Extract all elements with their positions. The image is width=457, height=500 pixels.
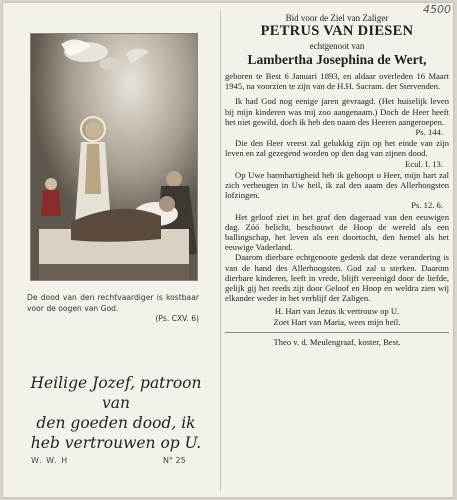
spouse-label: echtgenoot van bbox=[309, 41, 365, 51]
spouse-name: Lambertha Josephina de Wert, bbox=[247, 52, 427, 67]
scripture-reference: Ps. 144. bbox=[415, 127, 443, 138]
caption-text: De dood van den rechtvaardiger is kostbaar voor de oogen van God. bbox=[27, 293, 199, 313]
fold-divider bbox=[220, 11, 221, 491]
devotional-image bbox=[30, 33, 198, 281]
deceased-name: PETRUS VAN DIESEN bbox=[260, 23, 414, 39]
intro-line: Bid voor de Ziel van Zaliger bbox=[285, 13, 389, 23]
card-number: N° 25 bbox=[163, 456, 186, 465]
prayer-line: den goeden dood, ik bbox=[36, 414, 196, 432]
caption-reference: (Ps. CXV. 6) bbox=[155, 314, 199, 323]
faith-paragraph: Het geloof ziet in het graf den dageraad van den eeuwigen dag. Zóó belicht, beschouwt de Hoop de wereld als een ballingschap, het leven als een doortocht, den hemel als het eeuwige Vaderland. bbox=[225, 211, 449, 253]
left-panel bbox=[3, 3, 218, 497]
handwritten-number: 4500 bbox=[423, 3, 451, 16]
farewell-paragraph: Daarom dierbare echtgenoote gedenk dat deze verandering is van de hand des Allerhoogsten. God zal u sterken. Daarom dierbare kinderen, leeft in vrede, blijft vereenigd door de liefde, gelijk gij het reeds zijt door Geloof en Hoop en weldra zien wij elkander weder in het verblijf der Zaligen. bbox=[225, 252, 449, 304]
scripture-reference: Ecul. I. 13. bbox=[405, 158, 443, 169]
prayer-line: Heilige Jozef, patroon van bbox=[30, 374, 202, 412]
prayer-line: heb vertrouwen op U. bbox=[30, 434, 202, 452]
death-of-saint-joseph-illustration bbox=[31, 34, 197, 280]
printer-line: Theo v. d. Meulengraaf, koster, Best. bbox=[273, 336, 401, 347]
image-caption bbox=[27, 293, 199, 325]
prayer-to-saint-joseph bbox=[21, 373, 211, 453]
right-panel bbox=[225, 11, 449, 355]
ejaculation-line: Zoet Hart van Maria, wees mijn heil. bbox=[273, 317, 401, 328]
scripture-paragraph: Ik had God nog eenige jaren gevraagd. (Het huiselijk leven bij mijn kinderen was mij zoo aangenaam.) Doch de Heer heeft het niet gewild, doch ik heb den naam des Heeren aangeroepen. bbox=[225, 96, 449, 127]
scripture-paragraph: Op Uwe barmhartigheid heb ik gehoopt o Heer, mijn hart zal zich verheugen in Uw heil, ik zal den aaam des Allerhoogsten lofzingen. bbox=[225, 169, 449, 201]
publisher-initials: W. W. H bbox=[31, 456, 69, 465]
scripture-reference: Ps. 12. 6. bbox=[411, 200, 443, 211]
memorial-card bbox=[3, 3, 453, 497]
scripture-paragraph: Die den Heer vreest zal gelukkig zijn op het einde van zijn leven en zal gezegend worden op den dag van zijnen dood. bbox=[225, 138, 449, 159]
ejaculation-line: H. Hart van Jezus ik vertrouw op U. bbox=[274, 306, 400, 317]
birth-death-text: geboren te Best 6 Januari 1893, en aldaar overleden 16 Maart 1945, na voorzien te zijn van de H.H. Sacram. der Stervenden. bbox=[225, 71, 449, 92]
horizontal-rule bbox=[225, 332, 449, 333]
